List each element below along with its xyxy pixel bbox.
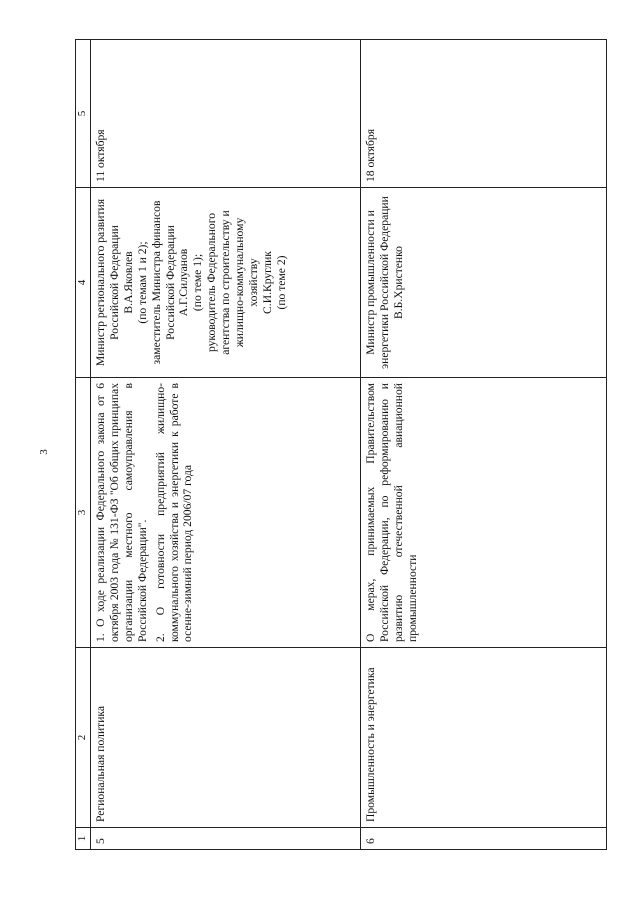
- schedule-table: [75, 39, 607, 850]
- responsible-line: (по теме 2): [274, 255, 288, 310]
- responsible-line: Министр регионального развития Российской Федерации: [94, 198, 121, 367]
- responsible-line: (по теме 1);: [191, 253, 205, 312]
- topics-cell: [361, 378, 607, 648]
- policy-area: Промышленность и энергетика: [361, 648, 607, 828]
- page-number: 3: [38, 449, 50, 455]
- responsible-line: руководитель Федерального агентства по строительству и жилищно-коммунальному хозяйству: [205, 210, 260, 355]
- responsible-line: (по темам 1 и 2);: [135, 241, 149, 324]
- topic-item: О мерах, принимаемых Правительством Российской Федерации, по реформированию и развитию отечественной авиационной промышленности: [364, 383, 419, 642]
- header-col-2: 2: [76, 648, 91, 828]
- table-row: [361, 40, 607, 850]
- date-cell: 11 октября: [91, 40, 361, 188]
- policy-area: Региональная политика: [91, 648, 361, 828]
- responsible-cell: [91, 188, 361, 378]
- header-col-4: 4: [76, 188, 91, 378]
- header-col-5: 5: [76, 40, 91, 188]
- responsible-line: Министр промышленности и энергетики Российской Федерации: [364, 196, 391, 369]
- header-col-1: 1: [76, 828, 91, 850]
- rotated-page-area: [75, 40, 607, 850]
- responsible-line: В.А.Яковлев: [121, 251, 135, 314]
- topic-item: 1. О ходе реализации Федерального закона от 6 октября 2003 года № 131-ФЗ "Об общих принципах организации местного самоуправления в Российской Федерации".: [94, 383, 149, 642]
- date-cell: 18 октября: [361, 40, 607, 188]
- topic-item: 2. О готовности предприятий жилищно-коммунального хозяйства и энергетики к работе в осенне-зимний период 2006/07 года: [153, 383, 195, 642]
- responsible-line: А.Г.Силуанов: [177, 248, 191, 317]
- responsible-cell: [361, 188, 607, 378]
- header-col-3: 3: [76, 378, 91, 648]
- topics-cell: [91, 378, 361, 648]
- table-row: [91, 40, 361, 850]
- responsible-line: В.Б.Христенко: [391, 246, 405, 319]
- row-number: 6: [361, 828, 607, 850]
- responsible-line: С.И.Круглик: [260, 251, 274, 314]
- header-row: [76, 40, 91, 850]
- row-number: 5: [91, 828, 361, 850]
- responsible-line: заместитель Министра финансов Российской Федерации: [149, 200, 177, 365]
